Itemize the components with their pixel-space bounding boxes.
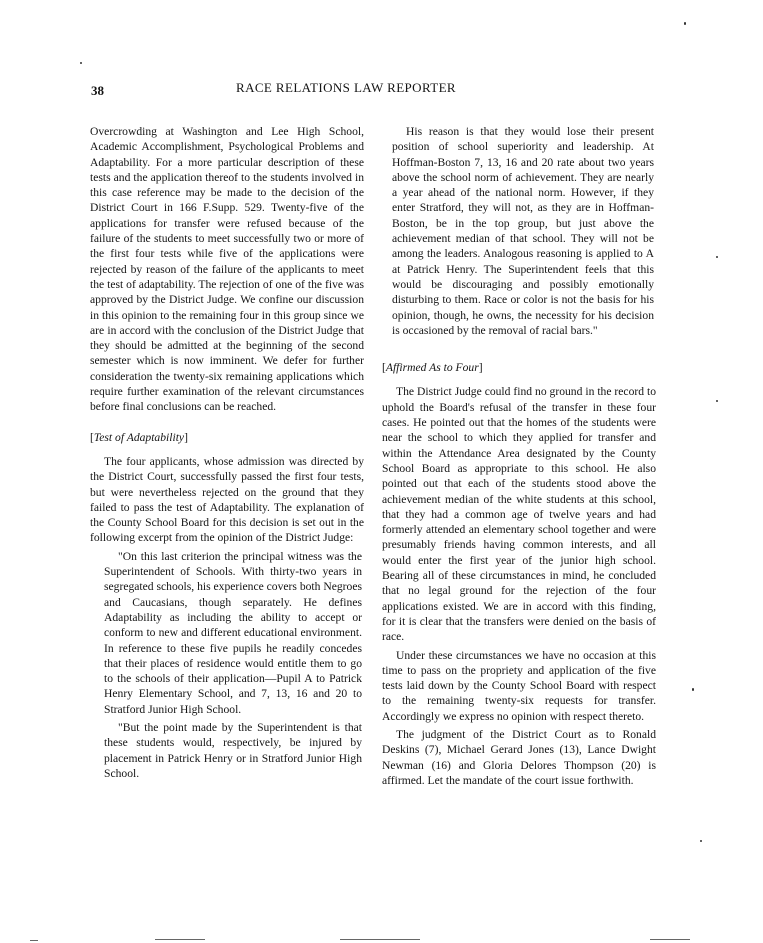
section-heading: [Test of Adaptability]	[90, 430, 188, 444]
scan-speck	[716, 400, 718, 402]
scan-edge-line	[650, 939, 690, 940]
section-heading: [Affirmed As to Four]	[382, 361, 483, 375]
scan-speck	[80, 62, 82, 64]
scan-speck	[716, 256, 718, 258]
paragraph: The judgment of the District Court as to Ronald Deskins (7), Michael Gerard Jones (13), Lance Dwight Newman (16) and Gloria Delores Thompson (20) is affirmed. Let the mandate of the court issue forthwith.	[382, 727, 656, 787]
running-title: RACE RELATIONS LAW REPORTER	[236, 80, 456, 95]
scan-edge-line	[30, 940, 38, 941]
paragraph: The District Judge could find no ground in the record to uphold the Board's refusal of the transfer in these four cases. He pointed out that the homes of the students were near the school to which they applied for transfer and within the Attendance Area designated by the County School Board as appropriate to this school. He also pointed out that each of the students stood above the achievement median of the white students at this school, that they had a common age of twelve years and had formerly attended an elementary school together and were presumably friends having common interests, and all would enter the first year of the junior high school. Bearing all of these circumstances in mind, he concluded that no legal ground for the rejection of the four applications existed. We are in accord with this finding, for it is clear that the transfers were denied on the basis of race.	[382, 385, 656, 644]
scan-speck	[692, 688, 694, 691]
paragraph: The four applicants, whose admission was directed by the District Court, successfully passed the first four tests, but were nevertheless rejected on the ground that they failed to pass the test of Adaptability. The explanation of the County School Board for this decision is set out in the following excerpt from the opinion of the District Judge:	[90, 454, 364, 545]
block-quote: "On this last criterion the principal witness was the Superintendent of Schools. With thirty-two years in segregated schools, his experience covers both Negroes and Caucasians, though separately. He defines Adaptability as including the ability to accept or conform to new and different educational environment. In reference to these five pupils he readily concedes that their places of residence would entitle them to go to the schools of their application—Pupil A to Patrick Henry Elementary School, and 7, 13, 16 and 20 to Stratford Junior High School.	[104, 549, 362, 716]
left-column	[90, 124, 364, 781]
block-quote: His reason is that they would lose their present position of school superiority and leadership. At Hoffman-Boston 7, 13, 16 and 20 rate about two years above the school norm of achievement. They are nearly a year ahead of the national norm. However, if they enter Stratford, they will not, as they are in Hoffman-Boston, be in the top group, but just above the achievement median of that school. They will not be among the leaders. Analogous reasoning is applied to A at Patrick Henry. The Superintendent feels that this would be discouraging and possibly emotionally disturbing to them. Race or color is not the basis for his opinion, though, he owns, the necessity for his decision is occasioned by the removal of racial bars."	[392, 125, 654, 337]
scan-edge-line	[340, 939, 420, 940]
section-heading-text: Affirmed As to Four	[385, 361, 479, 375]
right-column	[382, 124, 656, 788]
paragraph: Overcrowding at Washington and Lee High School, Academic Accomplishment, Psychological Problems and Adaptability. For a more particular description of these tests and the application thereof to the students involved in this case reference may be made to the decision of the District Court in 166 F.Supp. 529. Twenty-five of the applications for transfer were refused because of the failure of the students to meet successfully two or more of the first four tests while five of the applications were rejected by reason of the failure of the applicants to meet the test of adaptability. The rejection of one of the five was approved by the District Judge. We confine our discussion in this opinion to the remaining four in this group since we are in accord with the conclusion of the District Judge that they should be admitted at the beginning of the second semester which is now imminent. We defer for further consideration the twenty-six remaining applications which require further examination of the relevant circumstances before final conclusions can be reached.	[90, 125, 364, 414]
block-quote: "But the point made by the Superintendent is that these students would, respectively, be injured by placement in Patrick Henry or in Stratford Junior High School.	[104, 720, 362, 780]
scan-edge-line	[155, 939, 205, 940]
scan-speck	[684, 22, 686, 25]
scan-speck	[700, 840, 702, 842]
section-heading-text: Test of Adaptability	[93, 430, 185, 444]
paragraph: Under these circumstances we have no occasion at this time to pass on the propriety and application of the five tests laid down by the County School Board with respect to the remaining twenty-six requests for transfer. Accordingly we express no opinion with respect thereto.	[382, 648, 656, 723]
page-number: 38	[91, 83, 104, 98]
